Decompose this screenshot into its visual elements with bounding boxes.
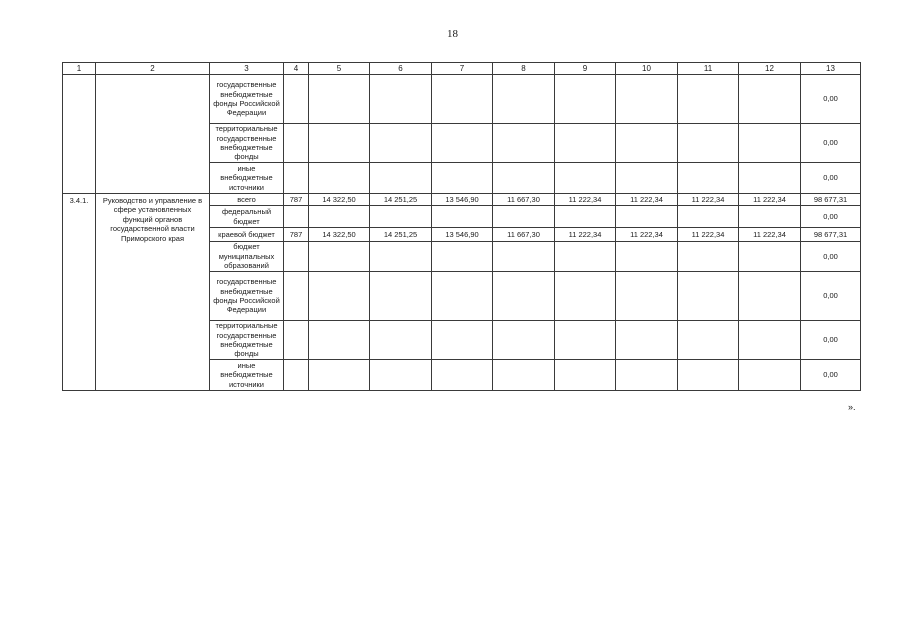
value-cell: 11 222,34 [555,194,616,206]
total-cell: 0,00 [801,242,861,272]
value-cell [739,242,801,272]
value-cell [309,75,370,124]
funding-source-cell: иные внебюджетные источники [210,360,284,391]
page-number: 18 [447,28,458,40]
value-cell [493,272,555,321]
value-cell [493,242,555,272]
grbs-cell [284,321,309,360]
value-cell [432,321,493,360]
value-cell [555,321,616,360]
value-cell [432,360,493,391]
value-cell [555,242,616,272]
value-cell [432,163,493,194]
value-cell: 14 251,25 [370,228,432,242]
header-cell: 10 [616,63,678,75]
item-name-cell: Руководство и управление в сфере установленных функций органов государственной власти Приморского края [96,194,210,391]
value-cell [555,75,616,124]
header-cell: 3 [210,63,284,75]
value-cell [555,272,616,321]
value-cell [678,242,739,272]
funding-source-cell: федеральный бюджет [210,206,284,228]
header-cell: 8 [493,63,555,75]
value-cell [309,272,370,321]
value-cell [309,321,370,360]
value-cell [284,124,309,163]
total-cell: 0,00 [801,206,861,228]
value-cell [370,360,432,391]
value-cell: 14 322,50 [309,228,370,242]
value-cell [739,272,801,321]
item-code-cell: 3.4.1. [63,194,96,391]
value-cell [739,360,801,391]
value-cell: 11 222,34 [555,228,616,242]
total-cell: 0,00 [801,163,861,194]
header-cell: 12 [739,63,801,75]
value-cell [616,75,678,124]
value-cell [616,206,678,228]
table-row [63,194,861,206]
grbs-cell [284,206,309,228]
header-cell: 6 [370,63,432,75]
grbs-cell [284,360,309,391]
value-cell [309,242,370,272]
value-cell: 11 222,34 [678,194,739,206]
value-cell: 14 251,25 [370,194,432,206]
grbs-cell: 787 [284,194,309,206]
value-cell [493,321,555,360]
grbs-cell: 787 [284,228,309,242]
value-cell [616,163,678,194]
header-cell: 13 [801,63,861,75]
budget-table [62,62,861,391]
header-row [63,63,861,75]
funding-source-cell: территориальные государственные внебюджетные фонды [210,124,284,163]
value-cell: 13 546,90 [432,194,493,206]
value-cell [370,321,432,360]
value-cell [370,242,432,272]
total-cell: 0,00 [801,321,861,360]
value-cell [739,124,801,163]
value-cell [678,124,739,163]
value-cell [739,163,801,194]
total-cell: 0,00 [801,75,861,124]
total-cell: 0,00 [801,272,861,321]
value-cell [555,360,616,391]
value-cell [370,124,432,163]
value-cell [678,206,739,228]
value-cell [678,75,739,124]
total-cell: 98 677,31 [801,194,861,206]
total-cell: 0,00 [801,360,861,391]
funding-source-cell: всего [210,194,284,206]
value-cell [739,75,801,124]
closing-mark: ». [848,402,856,412]
value-cell: 14 322,50 [309,194,370,206]
value-cell: 11 222,34 [678,228,739,242]
value-cell [370,206,432,228]
value-cell [616,321,678,360]
header-cell: 9 [555,63,616,75]
funding-source-cell: государственные внебюджетные фонды Российской Федерации [210,272,284,321]
funding-source-cell: иные внебюджетные источники [210,163,284,194]
value-cell: 11 222,34 [739,228,801,242]
header-cell: 1 [63,63,96,75]
value-cell [555,206,616,228]
header-cell: 5 [309,63,370,75]
value-cell: 11 222,34 [616,228,678,242]
table-row [63,75,861,124]
value-cell [493,124,555,163]
value-cell [432,124,493,163]
value-cell [493,360,555,391]
value-cell [309,163,370,194]
value-cell [432,75,493,124]
value-cell [309,124,370,163]
funding-source-cell: бюджет муниципальных образований [210,242,284,272]
header-cell: 11 [678,63,739,75]
name-cell [96,75,210,194]
header-cell: 4 [284,63,309,75]
value-cell [555,163,616,194]
value-cell [284,163,309,194]
value-cell [432,272,493,321]
funding-source-cell: государственные внебюджетные фонды Российской Федерации [210,75,284,124]
header-cell: 2 [96,63,210,75]
value-cell [493,75,555,124]
total-cell: 0,00 [801,124,861,163]
value-cell [616,124,678,163]
value-cell [678,272,739,321]
value-cell [370,272,432,321]
value-cell [370,75,432,124]
value-cell [493,163,555,194]
value-cell: 11 667,30 [493,228,555,242]
value-cell [309,360,370,391]
value-cell [678,321,739,360]
value-cell [678,360,739,391]
value-cell [432,206,493,228]
value-cell [309,206,370,228]
value-cell [493,206,555,228]
grbs-cell [284,272,309,321]
header-cell: 7 [432,63,493,75]
value-cell [616,360,678,391]
value-cell [370,163,432,194]
value-cell [616,272,678,321]
value-cell [678,163,739,194]
code-cell [63,75,96,194]
value-cell: 11 222,34 [739,194,801,206]
value-cell: 11 667,30 [493,194,555,206]
value-cell [739,321,801,360]
value-cell: 11 222,34 [616,194,678,206]
funding-source-cell: краевой бюджет [210,228,284,242]
value-cell [284,75,309,124]
value-cell: 13 546,90 [432,228,493,242]
value-cell [739,206,801,228]
total-cell: 98 677,31 [801,228,861,242]
value-cell [432,242,493,272]
grbs-cell [284,242,309,272]
funding-source-cell: территориальные государственные внебюджетные фонды [210,321,284,360]
value-cell [555,124,616,163]
value-cell [616,242,678,272]
